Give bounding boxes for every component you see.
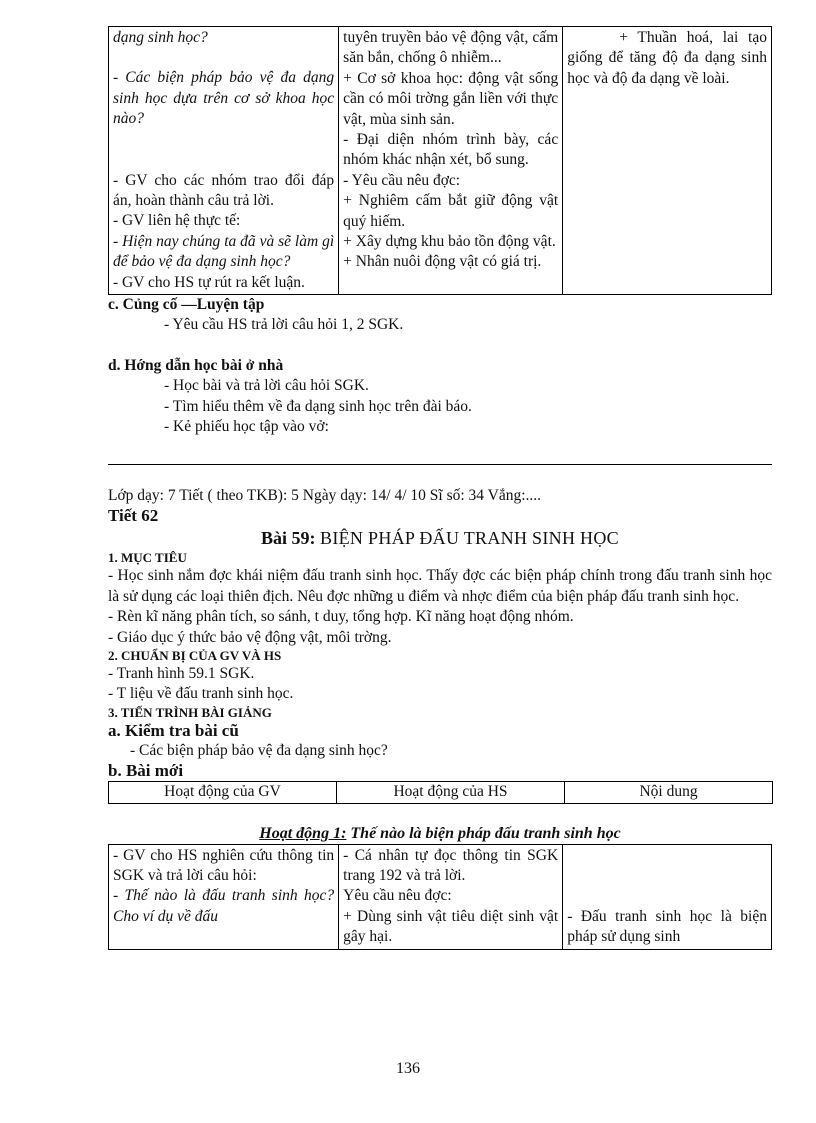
content-cell xyxy=(563,844,772,949)
content-cell xyxy=(563,27,772,295)
activity-1-title: Thế nào là biện pháp đấu tranh sinh học xyxy=(350,824,621,842)
student-activity-cell xyxy=(339,27,563,295)
cell-paragraph: + Xây dựng khu bảo tồn động vật. xyxy=(343,233,556,251)
cell-paragraph: + Nhân nuôi động vật có giá trị. xyxy=(343,253,542,271)
student-activity-cell xyxy=(339,844,563,949)
period-label: Tiết 62 xyxy=(108,505,159,525)
cell-paragraph: - Đại diện nhóm trình bày, các nhóm khác nhận xét, bổ sung. xyxy=(343,131,559,169)
table-row xyxy=(109,27,772,295)
page-number: 136 xyxy=(396,1060,420,1077)
header-cell-content: Nội dung xyxy=(565,782,773,803)
section-2-heading: 2. CHUẨN BỊ CỦA GV VÀ HS xyxy=(108,647,282,663)
activity-header-table xyxy=(108,781,773,803)
review-heading: a. Kiểm tra bài cũ xyxy=(108,720,239,740)
lesson-title-text: BIỆN PHÁP ĐẤU TRANH SINH HỌC xyxy=(320,528,619,549)
section-d-item: - Kẻ phiếu học tập vào vở: xyxy=(164,418,329,436)
document-page xyxy=(108,26,772,950)
section-c-heading: c. Củng cố —Luyện tập xyxy=(108,296,265,314)
cell-paragraph: + Dùng sinh vật tiêu diệt sinh vật gây hại. xyxy=(343,907,559,946)
cell-paragraph: - Các biện pháp bảo vệ đa dạng sinh học dựa trên cơ sở khoa học nào? xyxy=(113,69,335,128)
section-1-heading: 1. MỤC TIÊU xyxy=(108,550,187,566)
activity-1-table xyxy=(108,844,772,950)
cell-paragraph: - GV liên hệ thực tế: xyxy=(113,212,241,230)
new-lesson-heading: b. Bài mới xyxy=(108,761,184,781)
activity-1-label: Hoạt động 1: xyxy=(259,824,347,842)
objective-item: - Giáo dục ý thức bảo vệ động vật, môi trờng. xyxy=(108,628,392,646)
header-cell-student: Hoạt động của HS xyxy=(337,782,565,803)
cell-paragraph: - Yêu cầu nêu đợc: xyxy=(343,171,461,189)
cell-paragraph: - GV cho các nhóm trao đổi đáp án, hoàn thành câu trả lời. xyxy=(113,171,335,210)
lesson-title xyxy=(108,526,772,550)
continuation-table xyxy=(108,26,772,295)
review-item: - Các biện pháp bảo vệ đa dạng sinh học? xyxy=(130,741,388,759)
activity-1-heading xyxy=(108,824,772,844)
separator-line xyxy=(108,464,772,465)
preparation-item: - Tranh hình 59.1 SGK. xyxy=(108,664,255,682)
objective-item: - Rèn kĩ năng phân tích, so sánh, t duy, tổng hợp. Kĩ năng hoạt động nhóm. xyxy=(108,608,574,626)
table-row xyxy=(109,782,773,803)
section-3-heading: 3. TIẾN TRÌNH BÀI GIẢNG xyxy=(108,704,272,720)
cell-paragraph: - Cá nhân tự đọc thông tin SGK trang 192 và trả lời. xyxy=(343,846,559,884)
lesson-info: Lớp dạy: 7 Tiết ( theo TKB): 5 Ngày dạy: 14/ 4/ 10 Sĩ số: 34 Vắng:.... xyxy=(108,486,542,504)
preparation-item: - T liệu về đấu tranh sinh học. xyxy=(108,685,294,703)
lesson-number: Bài 59: xyxy=(261,528,316,549)
cell-paragraph: - Thế nào là đấu tranh sinh học? Cho ví dụ về đấu xyxy=(113,887,335,925)
section-d-item: - Học bài và trả lời câu hỏi SGK. xyxy=(164,377,369,395)
section-d-item: - Tìm hiểu thêm về đa dạng sinh học trên đài báo. xyxy=(164,397,472,415)
cell-paragraph: - Hiện nay chúng ta đã và sẽ làm gì để bảo vệ đa dạng sinh học? xyxy=(113,232,335,271)
cell-paragraph: dạng sinh học? xyxy=(113,29,208,46)
cell-paragraph: tuyên truyền bảo vệ động vật, cấm săn bắn, chống ô nhiễm... xyxy=(343,29,559,67)
cell-paragraph: - GV cho HS tự rút ra kết luận. xyxy=(113,273,305,291)
section-d-heading: d. Hớng dẫn học bài ở nhà xyxy=(108,356,284,374)
section-c-item: - Yêu cầu HS trả lời câu hỏi 1, 2 SGK. xyxy=(164,316,404,334)
teacher-activity-cell xyxy=(109,844,339,949)
objective-item: - Học sinh nắm đợc khái niệm đấu tranh sinh học. Thấy đợc các biện pháp chính trong đấu tranh sinh học là sử dụng các loại thiên địch. Nêu đợc những u điểm và nhợc điểm của biện pháp đấu tranh sinh học. xyxy=(108,567,772,605)
cell-paragraph: + Thuần hoá, lai tạo giống để tăng độ đa dạng sinh học và độ đa dạng về loài. xyxy=(567,29,767,87)
header-cell-teacher: Hoạt động của GV xyxy=(109,782,337,803)
teacher-activity-cell xyxy=(109,27,339,295)
cell-paragraph: + Cơ sở khoa học: động vật sống cần có môi trờng gắn liền với thực vật, mùa sinh sản. xyxy=(343,69,559,128)
table-row xyxy=(109,844,772,949)
cell-paragraph: - GV cho HS nghiên cứu thông tin SGK và trả lời câu hỏi: xyxy=(113,846,335,884)
cell-paragraph: + Nghiêm cấm bắt giữ động vật quý hiếm. xyxy=(343,192,559,230)
cell-paragraph: - Đấu tranh sinh học là biện pháp sử dụng sinh xyxy=(567,907,767,945)
cell-paragraph: Yêu cầu nêu đợc: xyxy=(343,887,452,905)
